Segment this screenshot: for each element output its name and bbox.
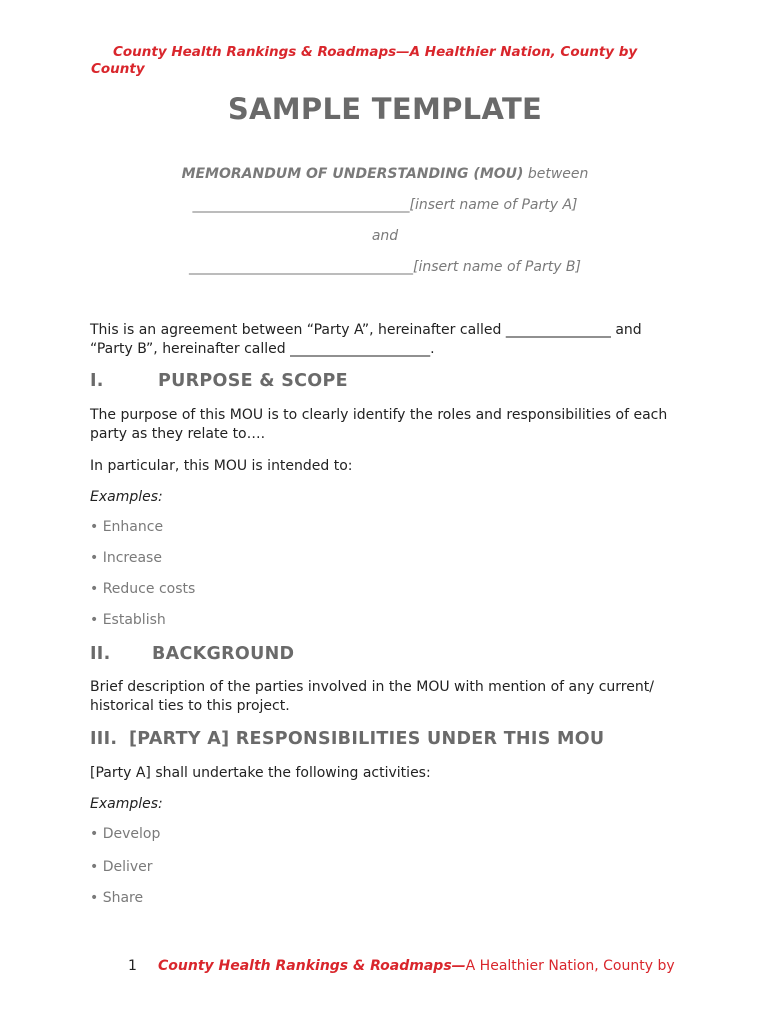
background-line-2: historical ties to this project.: [90, 698, 290, 714]
section-heading-responsibilities: [90, 729, 604, 749]
header-line-2: County: [91, 61, 145, 77]
intro-line-1: This is an agreement between “Party A”, hereinafter called _______________ and: [90, 322, 642, 338]
footer-text: [158, 958, 675, 974]
section-number: II.: [90, 644, 111, 664]
section-title: [PARTY A] RESPONSIBILITIES UNDER THIS MOU: [129, 729, 605, 749]
intended-paragraph: In particular, this MOU is intended to:: [90, 458, 353, 474]
background-paragraph: [90, 678, 690, 716]
section-title: BACKGROUND: [152, 644, 295, 664]
mou-heading: MEMORANDUM OF UNDERSTANDING (MOU): [181, 166, 524, 182]
section-title: PURPOSE & SCOPE: [158, 371, 348, 391]
list-item: • Reduce costs: [90, 581, 196, 597]
list-item: • Establish: [90, 612, 166, 628]
background-line-1: Brief description of the parties involved in the MOU with mention of any current/: [90, 679, 654, 695]
mou-between: between: [523, 166, 589, 182]
responsibilities-paragraph: [Party A] shall undertake the following activities:: [90, 765, 431, 781]
footer-red-text: County Health Rankings & Roadmaps—: [158, 958, 466, 974]
section-heading-purpose: [90, 371, 348, 391]
mou-line: [0, 166, 770, 182]
purpose-paragraph: [90, 406, 690, 444]
intro-line-2: “Party B”, hereinafter called ____________________.: [90, 341, 435, 357]
section-heading-background: [90, 644, 294, 664]
purpose-line-1: The purpose of this MOU is to clearly identify the roles and responsibilities of each: [90, 407, 668, 423]
list-item: • Deliver: [90, 859, 153, 875]
list-item: • Share: [90, 890, 144, 906]
section-number: III.: [90, 729, 118, 749]
page-number: 1: [128, 958, 137, 974]
list-item: • Develop: [90, 826, 161, 842]
page-title: SAMPLE TEMPLATE: [227, 92, 543, 126]
examples-label: Examples:: [90, 489, 163, 505]
party-a-placeholder: _______________________________[insert name of Party A]: [192, 197, 578, 213]
list-item: • Increase: [90, 550, 162, 566]
party-b-placeholder: ________________________________[insert name of Party B]: [189, 259, 581, 275]
list-item: • Enhance: [90, 519, 164, 535]
footer-rest-text: A Healthier Nation, County by: [465, 958, 675, 974]
and-text: and: [371, 228, 399, 244]
section-number: I.: [90, 371, 104, 391]
document-header: [91, 44, 671, 78]
examples-label: Examples:: [90, 796, 163, 812]
header-line-1: County Health Rankings & Roadmaps—A Healthier Nation, County by: [113, 44, 638, 60]
intro-paragraph: [90, 321, 690, 359]
purpose-line-2: party as they relate to….: [90, 426, 266, 442]
